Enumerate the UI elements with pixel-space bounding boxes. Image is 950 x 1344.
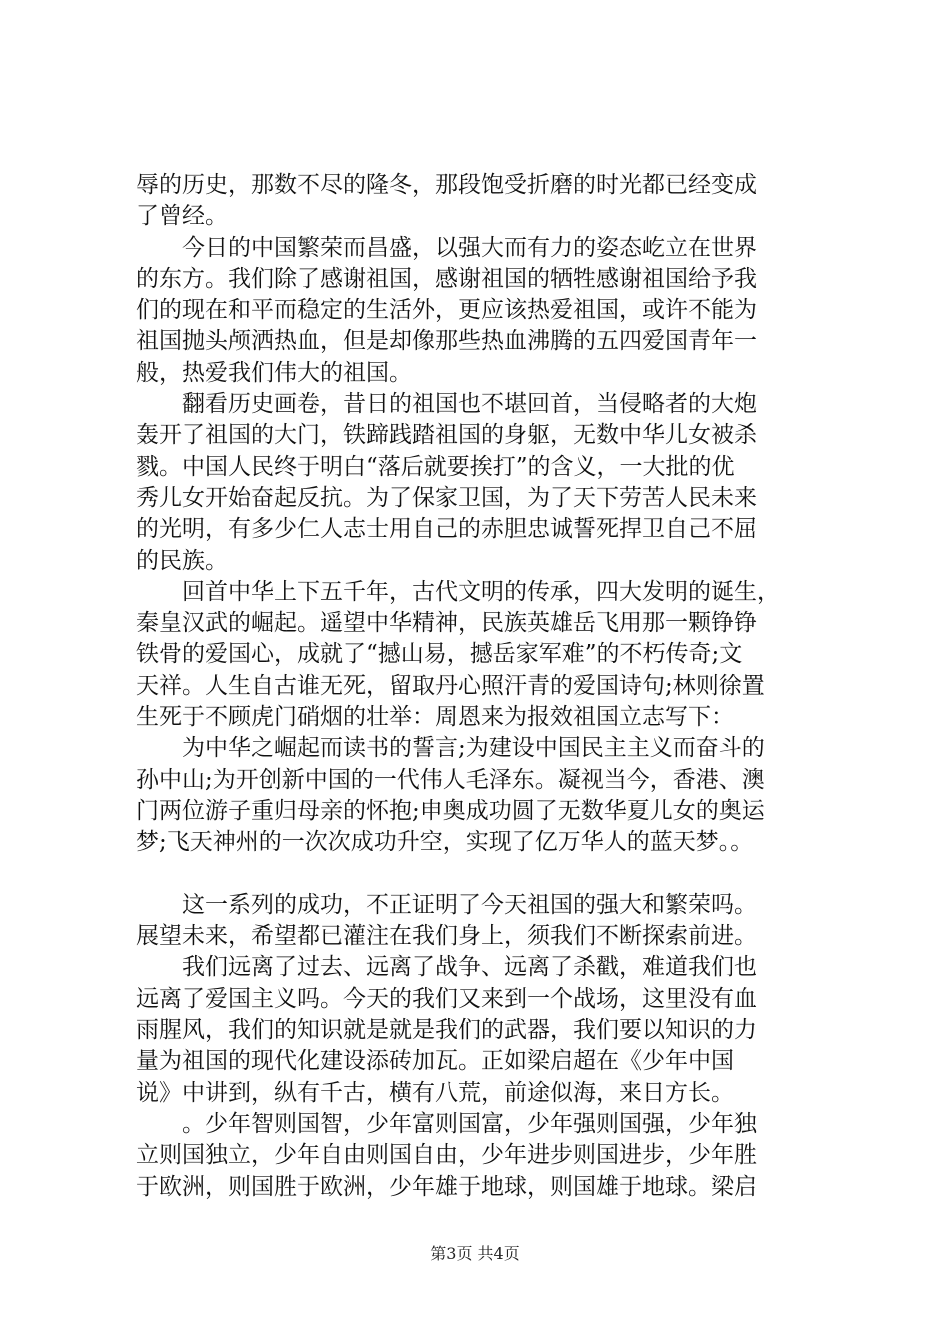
text-line: 门两位游子重归母亲的怀抱;申奥成功圆了无数华夏儿女的奥运: [136, 797, 765, 824]
text-line: 这一系列的成功，不正证明了今天祖国的强大和繁荣吗。: [182, 891, 757, 918]
text-line: 祖国抛头颅洒热血，但是却像那些热血沸腾的五四爱国青年一: [136, 328, 757, 355]
text-line: 轰开了祖国的大门，铁蹄践踏祖国的身躯，无数中华儿女被杀: [136, 422, 757, 449]
text-line: 生死于不顾虎门硝烟的壮举：周恩来为报效祖国立志写下：: [136, 704, 734, 731]
text-line: 们的现在和平而稳定的生活外，更应该热爱祖国，或许不能为: [136, 297, 757, 324]
text-line: 于欧洲，则国胜于欧洲，少年雄于地球，则国雄于地球。梁启: [136, 1173, 757, 1200]
page-footer: 第3页 共4页: [430, 1244, 520, 1263]
text-line: 说》中讲到，纵有千古，横有八荒，前途似海，来日方长。: [136, 1079, 734, 1106]
text-line: 。少年智则国智，少年富则国富，少年强则国强，少年独: [182, 1110, 757, 1137]
text-line: 雨腥风，我们的知识就是就是我们的武器，我们要以知识的力: [136, 1017, 757, 1044]
text-line: 今日的中国繁荣而昌盛，以强大而有力的姿态屹立在世界: [182, 234, 757, 261]
text-line: 辱的历史，那数不尽的隆冬，那段饱受折磨的时光都已经变成: [136, 172, 757, 198]
text-line: 翻看历史画卷，昔日的祖国也不堪回首，当侵略者的大炮: [182, 391, 757, 418]
text-line: 立则国独立，少年自由则国自由，少年进步则国进步，少年胜: [136, 1142, 757, 1169]
text-line: 为中华之崛起而读书的誓言;为建设中国民主主义而奋斗的: [182, 735, 765, 762]
text-line: 远离了爱国主义吗。今天的我们又来到一个战场，这里没有血: [136, 985, 757, 1012]
text-line: 铁骨的爱国心，成就了“撼山易，撼岳家军难”的不朽传奇;文: [136, 641, 743, 668]
text-line: 天祥。人生自古谁无死，留取丹心照汗青的爱国诗句;林则徐置: [136, 672, 765, 699]
text-line: 的光明，有多少仁人志士用自己的赤胆忠诚誓死捍卫自己不屈: [136, 516, 757, 543]
text-line: 我们远离了过去、远离了战争、远离了杀戳，难道我们也: [182, 954, 757, 981]
text-line: 梦;飞天神州的一次次成功升空，实现了亿万华人的蓝天梦。。: [136, 829, 754, 856]
text-line: 般，热爱我们伟大的祖国。: [136, 359, 412, 386]
text-line: 戮。中国人民终于明白“落后就要挨打”的含义，一大批的优: [136, 453, 735, 480]
text-line: 秀儿女开始奋起反抗。为了保家卫国，为了天下劳苦人民未来: [136, 484, 757, 511]
document-body: [136, 170, 836, 1203]
text-line: 回首中华上下五千年，古代文明的传承，四大发明的诞生，: [182, 578, 780, 605]
text-line: 展望未来，希望都已灌注在我们身上，须我们不断探索前进。: [136, 923, 757, 950]
text-line: 了曾经。: [136, 203, 228, 230]
text-line: 的东方。我们除了感谢祖国，感谢祖国的牺牲感谢祖国给予我: [136, 265, 757, 292]
text-line: 的民族。: [136, 547, 228, 574]
text-line: 秦皇汉武的崛起。遥望中华精神，民族英雄岳飞用那一颗铮铮: [136, 610, 757, 637]
blank-line: [136, 859, 836, 890]
text-line: 孙中山;为开创新中国的一代伟人毛泽东。凝视当今，香港、澳: [136, 766, 765, 793]
text-line: 量为祖国的现代化建设添砖加瓦。正如梁启超在《少年中国: [136, 1048, 734, 1075]
